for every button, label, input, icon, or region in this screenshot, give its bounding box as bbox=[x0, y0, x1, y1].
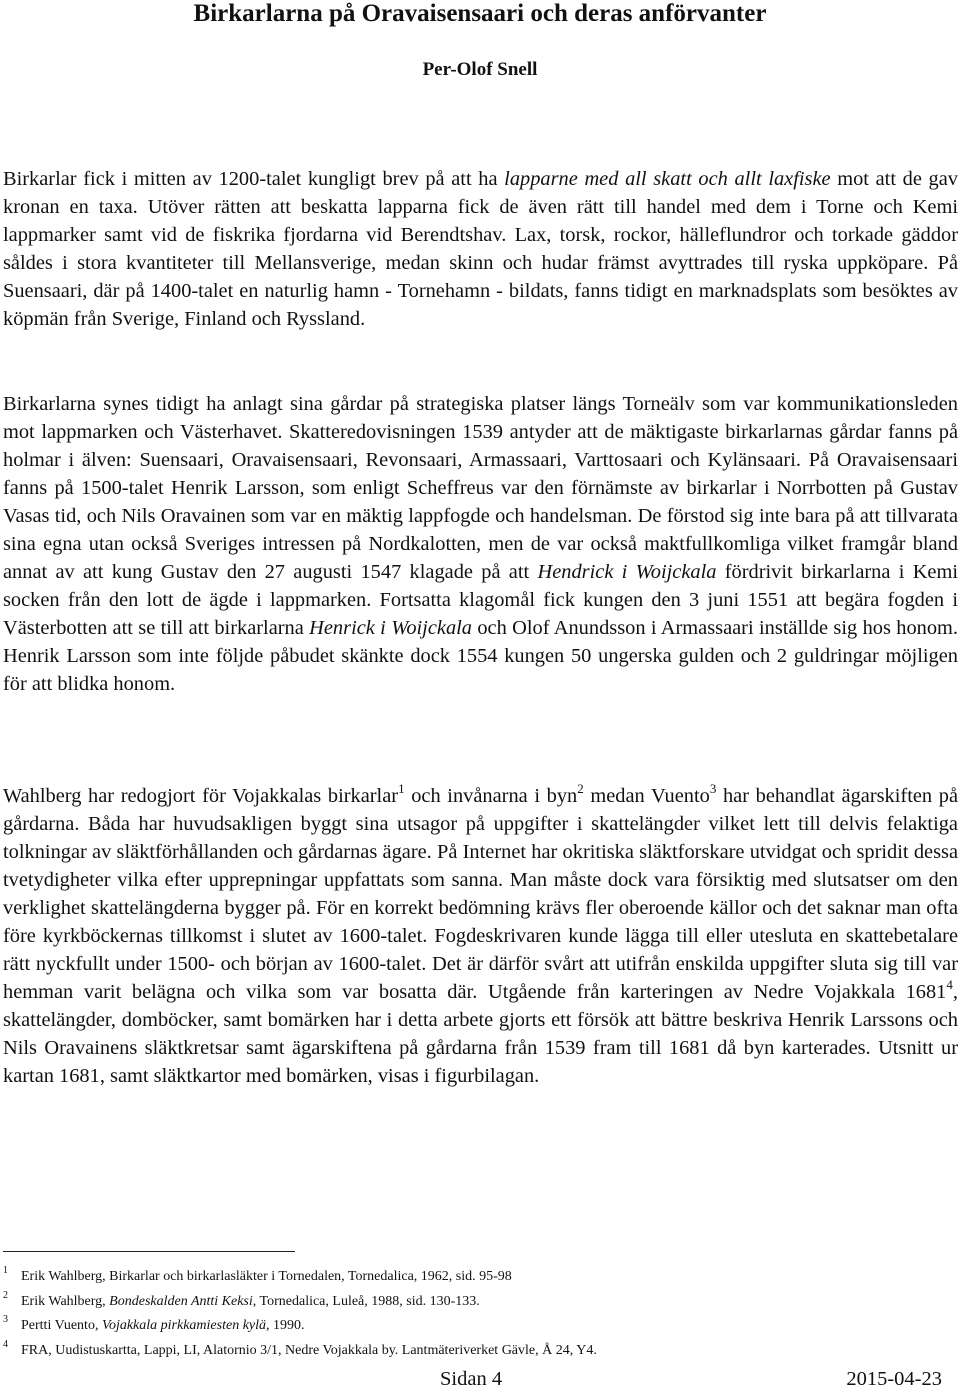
footnote-text-post: , 1990. bbox=[266, 1318, 305, 1333]
document-author: Per-Olof Snell bbox=[422, 59, 538, 80]
footnote-text bbox=[17, 1294, 480, 1309]
footnote-text: Erik Wahlberg, Birkarlar och birkarlasläkter i Tornedalen, Tornedalica, 1962, sid. 95-98 bbox=[21, 1269, 512, 1284]
footnote-ref-2: 2 bbox=[577, 781, 584, 796]
paragraph-text: Birkarlar fick i mitten av 1200-talet kungligt brev på att ha bbox=[3, 168, 505, 190]
footnote-text-pre: Pertti Vuento, bbox=[21, 1318, 102, 1333]
paragraph-text: har behandlat ägarskiften på gårdarna. Båda har huvudsakligen byggt sina utsagor på uppgifter i skattelängder vilket lett till delvis felaktiga tolkningar av släktförhållanden och gårdarnas ägare. På Internet har okritiska släktforskare utvidgat och spridit dessa tvetydigheter vilka efter upprepningar uppfattats som sanna. Man måste dock vara försiktig med slutsatser om den verklighet skattelängderna bygger på. För en korrekt bedömning krävs fler oberoende källor och det saknar man ofta före kyrkböckernas tillkomst i slutet av 1600-talet. Fogdeskrivaren kunde lägga till eller utesluta en skattebetalare rätt nyckfullt under 1500- och början av 1600-talet. Det är därför svårt att utifrån enskilda uppgifter sluta sig till var hemman varit belägna och vilka som var bosatta där. Utgående från karteringen av Nedre Vojakkala 1681 bbox=[3, 785, 959, 1003]
page-date: 2015-04-23 bbox=[846, 1368, 942, 1390]
footnote-italic: Vojakkala pirkkamiesten kylä bbox=[101, 1318, 267, 1333]
paragraph-text: Wahlberg har redogjort för Vojakkalas birkarlar bbox=[3, 785, 399, 807]
paragraph-birkarlar-intro bbox=[3, 165, 958, 333]
paragraph-text: Birkarlarna synes tidigt ha anlagt sina gårdar på strategiska platser längs Torneälv som var kommunikationsleden mot lappmarken och Västerhavet. Skatteredovisningen 1539 antyder att de mäktigaste birkarlarnas gårdar fanns på holmar i älven: Suensaari, Oravaisensaari, Revonsaari, Armassaari, Varttosaari och Kylänsaari. På Oravaisensaari fanns på 1500-talet Henrik Larsson, som enligt Scheffreus var den förnämste av birkarlar i Norrbotten på Gustav Vasas tid, och Nils Oravainen som var en mäktig lappfogde och handelsman. De förstod sig inte bara på att tillvarata sina egna utan också Sveriges intressen på Nordkalotten, men de var också maktfullkomliga vilket framgår bland annat av att kung Gustav den 27 augusti 1547 klagade på att bbox=[3, 393, 958, 583]
paragraph-wahlberg bbox=[3, 782, 958, 1090]
paragraph-birkarlarnas-gardar bbox=[3, 390, 958, 698]
footnote-1: $^1$ Erik Wahlberg, Birkarlar och birkarlasläkter i Tornedalen, Tornedalica, 1962, sid. 95-98 bbox=[3, 1265, 512, 1284]
document-title: Birkarlarna på Oravaisensaari och deras anförvanter bbox=[193, 0, 767, 27]
paragraph-italic: lapparne med all skatt och allt laxfiske bbox=[504, 168, 831, 190]
footnote-italic: Bondeskalden Antti Keksi bbox=[109, 1293, 253, 1309]
paragraph-text: och Olof Anundsson i Armassaari inställde sig hos honom. Henrik Larsson som inte följde påbudet skänkte dock 1554 kungen 50 ungerska gulden och 2 guldringar möjligen för att blidka honom. bbox=[3, 617, 958, 695]
paragraph-text: medan Vuento bbox=[583, 785, 710, 807]
paragraph-text: , skattelängder, domböcker, samt bomärken har i detta arbete gjorts ett försök att bättre beskriva Henrik Larssons och Nils Oravainens släktkretsar samt ägarskiftena på gårdarna från 1539 fram till 1681 då byn karterades. Utsnitt ur kartan 1681, samt släktkartor med bomärken, visas i figurbilagan. bbox=[3, 981, 958, 1087]
footnote-ref-1: 1 bbox=[398, 781, 405, 796]
footnote-4: $^4$ FRA, Uudistuskartta, Lappi, LI, Alatornio 3/1, Nedre Vojakkala by. Lantmäteriverket Gävle, Å 24, Y4. bbox=[3, 1338, 597, 1358]
paragraph-italic: Hendrick i Woijckala bbox=[537, 561, 717, 583]
footnote-ref-3: 3 bbox=[709, 781, 717, 796]
footnote-2: $^2$ Erik Wahlberg, Bondeskalden Antti Keksi, Tornedalica, Luleå, 1988, sid. 130-133. bbox=[3, 1289, 480, 1309]
footnote-text-pre: Erik Wahlberg, bbox=[21, 1293, 110, 1309]
paragraph-italic: Henrick i Woijckala bbox=[309, 617, 472, 639]
paragraph-text: och invånarna i byn bbox=[404, 785, 578, 807]
footnote-text bbox=[17, 1318, 305, 1333]
footnote-3: $^3$ Pertti Vuento, Vojakkala pirkkamiesten kylä, 1990. bbox=[3, 1314, 305, 1333]
page-number: Sidan 4 bbox=[440, 1368, 503, 1390]
paragraph-text: fördrivit birkarlarna i Kemi socken från den lott de ägde i lappmarken. Fortsatta klagomål fick kungen den 3 juni 1551 att begära fogden i Västerbotten att se till att birkarlarna bbox=[3, 561, 959, 639]
footnote-ref-4: 4 bbox=[946, 977, 953, 992]
footnote-divider bbox=[3, 1251, 295, 1252]
footnote-text: FRA, Uudistuskartta, Lappi, LI, Alatornio 3/1, Nedre Vojakkala by. Lantmäteriverket Gävle, Å 24, Y4. bbox=[21, 1342, 597, 1358]
footnotes bbox=[3, 1265, 943, 1363]
paragraph-text: mot att de gav kronan en taxa. Utöver rätten att beskatta lapparna fick de även rätt till handel med dem i Torne och Kemi lappmarker samt vid de fiskrika fjordarna vid Berendtshav. Lax, torsk, rockor, hälleflundror och torkade gäddor såldes i stora kvantiteter till Mellansverige, medan skinn och hudar främst avyttrades till ryska uppköpare. På Suensaari, där på 1400-talet en naturlig hamn - Tornehamn - bildats, fanns tidigt en marknadsplats som besöktes av köpmän från Sverige, Finland och Ryssland. bbox=[3, 168, 958, 330]
footnote-text-post: , Tornedalica, Luleå, 1988, sid. 130-133. bbox=[252, 1293, 480, 1309]
